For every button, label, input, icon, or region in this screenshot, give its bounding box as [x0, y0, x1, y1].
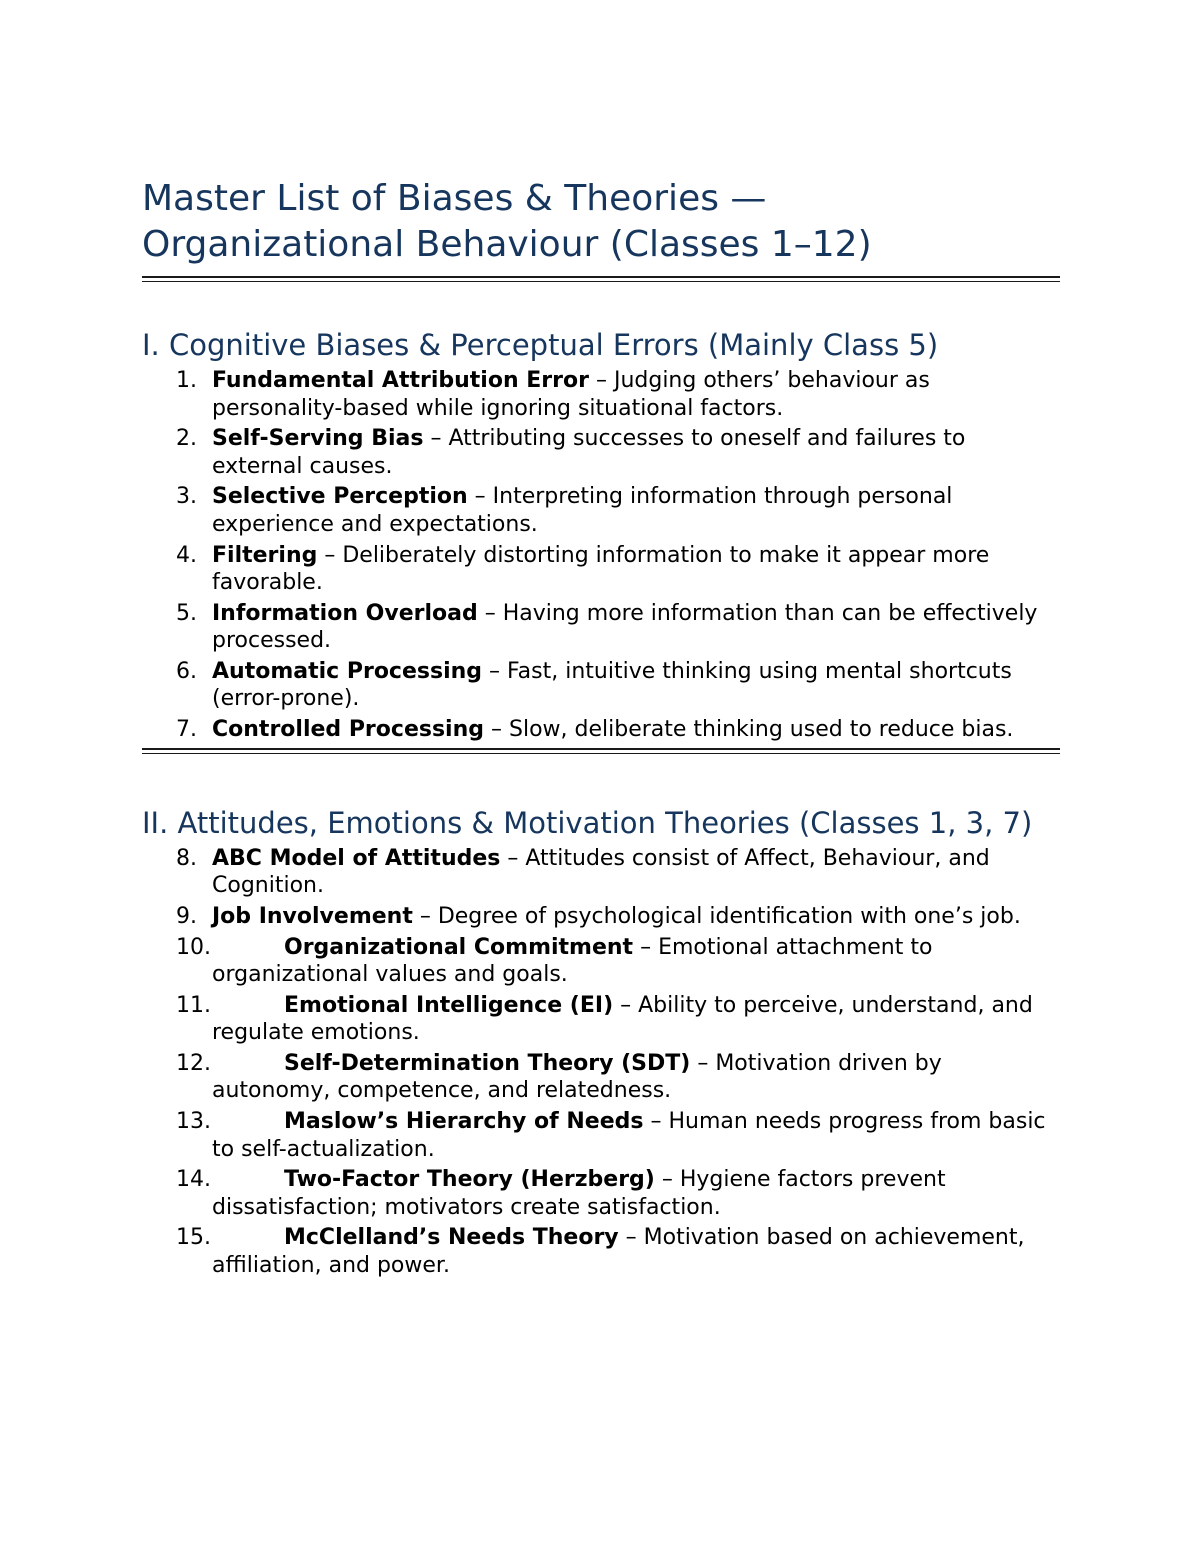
list-item	[142, 903, 1060, 931]
document-title-line-1: Master List of Biases & Theories —	[142, 178, 767, 219]
item-number: 1.	[176, 368, 197, 393]
list-item	[142, 425, 1060, 480]
item-term: Emotional Intelligence (EI)	[284, 992, 614, 1018]
item-term: Self-Serving Bias	[212, 426, 424, 452]
item-number: 13.	[176, 1109, 211, 1135]
item-term: Organizational Commitment	[284, 934, 634, 960]
item-number: 10.	[176, 934, 211, 960]
list-item	[142, 542, 1060, 597]
document-title	[142, 176, 1060, 268]
item-description: – Hygiene factors prevent dissatisfaction; motivators create satisfaction.	[212, 1167, 946, 1220]
item-number: 3.	[176, 484, 197, 510]
item-number: 11.	[176, 992, 211, 1018]
item-description: – Having more information than can be effectively processed.	[212, 600, 1038, 654]
item-description: – Interpreting information through personal experience and expectations.	[212, 484, 953, 537]
list-item	[142, 845, 1060, 900]
item-number: 9.	[176, 903, 197, 929]
item-number: 15.	[176, 1225, 211, 1251]
document-page	[142, 176, 1060, 1283]
item-description: – Deliberately distorting information to make it appear more favorable.	[212, 542, 990, 596]
item-term: Controlled Processing	[212, 717, 485, 743]
list-item	[142, 934, 1060, 989]
list-item	[142, 1050, 1060, 1105]
item-number: 2.	[176, 426, 197, 452]
item-description: – Emotional attachment to organizational values and goals.	[212, 934, 933, 987]
item-description: – Ability to perceive, understand, and regulate emotions.	[212, 992, 1033, 1046]
item-term: Automatic Processing	[212, 658, 483, 684]
item-description: – Slow, deliberate thinking used to reduce bias.	[484, 717, 1014, 743]
list-item	[142, 658, 1060, 713]
title-divider	[142, 276, 1060, 282]
item-term: Fundamental Attribution Error	[212, 368, 589, 393]
item-term: ABC Model of Attitudes	[212, 845, 501, 871]
section-divider	[142, 748, 1060, 754]
item-term: Job Involvement	[212, 903, 413, 929]
list-item	[142, 1166, 1060, 1221]
item-term: Filtering	[212, 542, 318, 568]
item-description: – Judging others’ behaviour as personality-based while ignoring situational factors.	[212, 368, 930, 421]
item-term: Maslow’s Hierarchy of Needs	[284, 1109, 644, 1135]
item-term: Self-Determination Theory (SDT)	[284, 1050, 691, 1076]
item-term: McClelland’s Needs Theory	[284, 1225, 619, 1251]
item-description: – Motivation based on achievement, affiliation, and power.	[212, 1225, 1025, 1278]
item-number: 5.	[176, 600, 197, 626]
cognitive-biases-list	[142, 367, 1060, 744]
list-item	[142, 1224, 1060, 1279]
item-number: 7.	[176, 717, 197, 743]
item-term: Information Overload	[212, 600, 478, 626]
item-description: – Human needs progress from basic to self-actualization.	[212, 1109, 1046, 1162]
list-item	[142, 600, 1060, 655]
list-item	[142, 992, 1060, 1047]
item-number: 6.	[176, 658, 197, 684]
list-item	[142, 716, 1060, 744]
item-term: Selective Perception	[212, 484, 468, 510]
list-item	[142, 483, 1060, 538]
item-number: 4.	[176, 542, 197, 568]
section-heading-attitudes-motivation: II. Attitudes, Emotions & Motivation Theories (Classes 1, 3, 7)	[142, 805, 1033, 840]
item-number: 12.	[176, 1050, 211, 1076]
list-item	[142, 1108, 1060, 1163]
item-number: 8.	[176, 845, 197, 871]
item-term: Two-Factor Theory (Herzberg)	[284, 1167, 655, 1193]
document-title-line-2: Organizational Behaviour (Classes 1–12)	[142, 224, 872, 265]
section-heading-cognitive-biases: I. Cognitive Biases & Perceptual Errors (Mainly Class 5)	[142, 328, 939, 362]
attitudes-motivation-list	[142, 845, 1060, 1280]
list-item	[142, 367, 1060, 422]
item-description: – Motivation driven by autonomy, competence, and relatedness.	[212, 1050, 942, 1104]
item-description: – Attributing successes to oneself and failures to external causes.	[212, 426, 966, 479]
item-description: – Degree of psychological identification with one’s job.	[412, 903, 1021, 929]
item-description: – Attitudes consist of Affect, Behaviour, and Cognition.	[212, 845, 990, 899]
item-number: 14.	[176, 1167, 211, 1193]
item-description: – Fast, intuitive thinking using mental shortcuts (error-prone).	[212, 658, 1012, 712]
